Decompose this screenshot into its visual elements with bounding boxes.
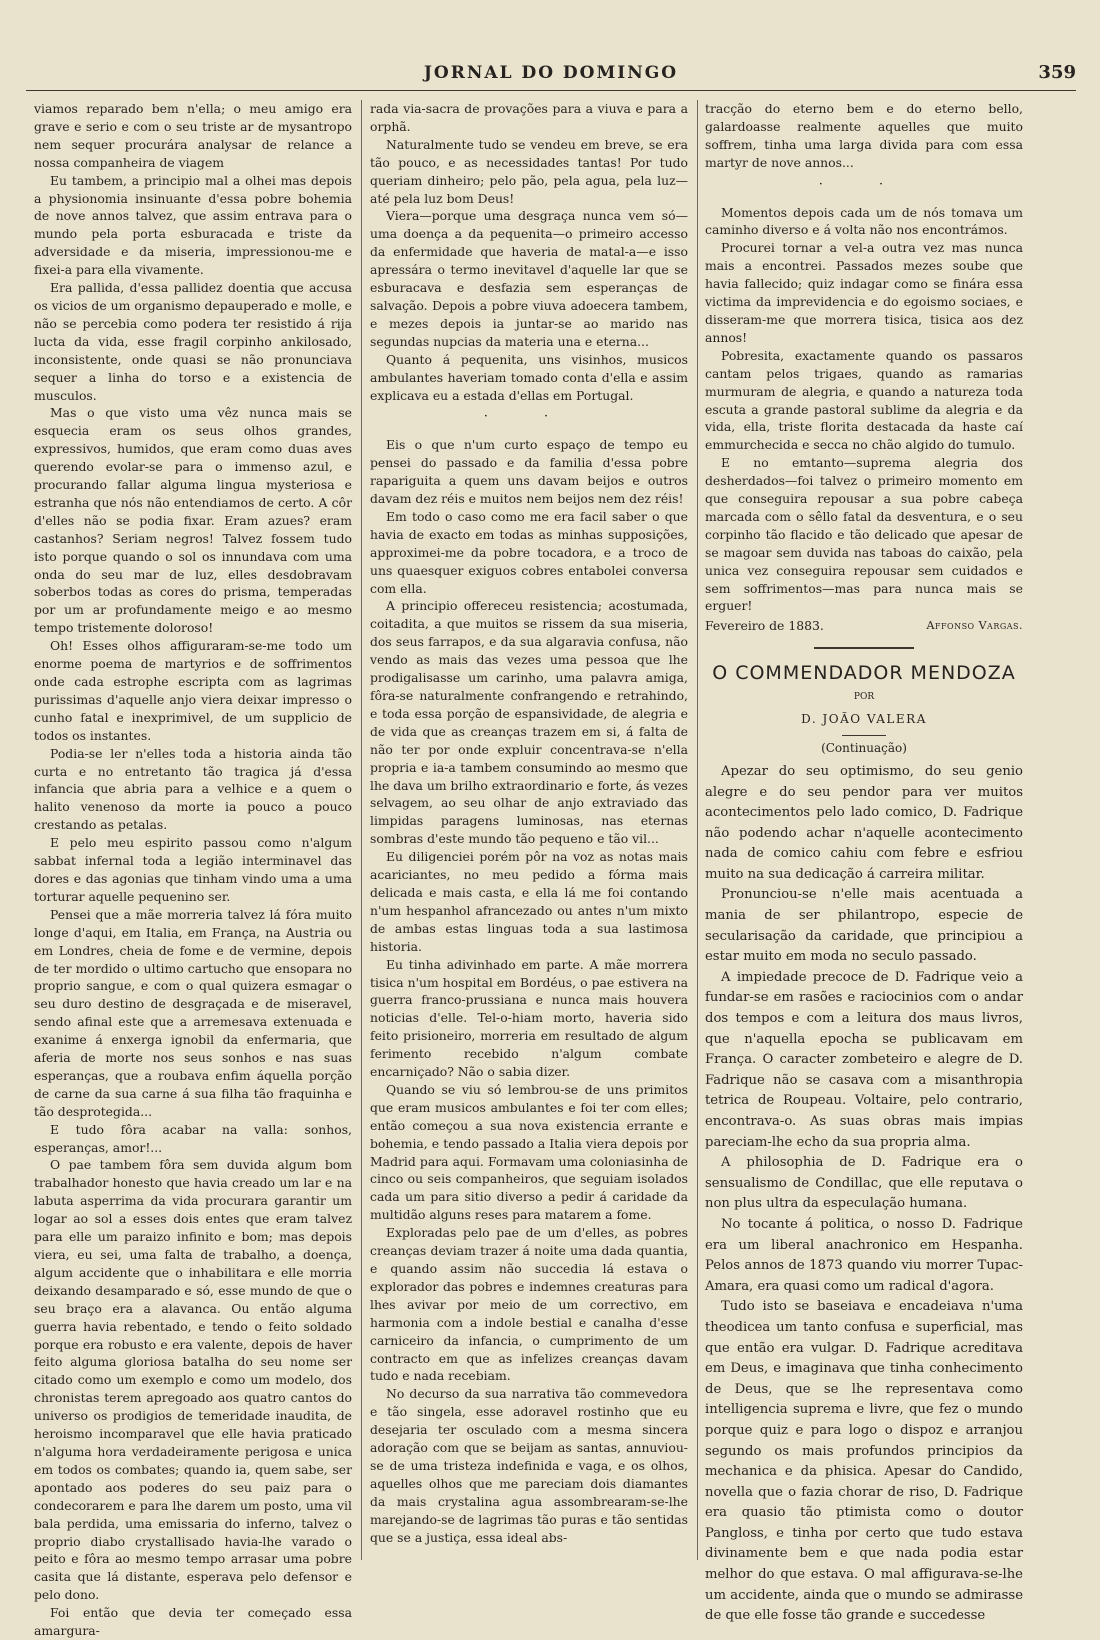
article-separator (814, 647, 914, 649)
paragraph: A principio offereceu resistencia; acostumada, coitadita, a que muitos se rissem da sua miseria, dos seus farrapos, e da sua algaravia confusa, não vendo as mais das vezes uma pessoa que lhe prodigalisasse um carinho, uma palavra amiga, fôra-se naturalmente confrangendo e retrahindo, e toda essa porção de espansividade, de alegria e de vida que as creanças trazem em si, á falta de não ter por onde expluir concentrava-se n'ella propria e ia-a tambem consumindo ao mesmo que lhe dava um brilho extraordinario e forte, ás vezes selvagem, ao seu olhar de anjo extraviado das limpidas paragens luminosas, nas eternas sombras d'este mundo tão pequeno e tão vil... (370, 598, 688, 847)
paragraph: tracção do eterno bem e do eterno bello, galardoasse realmente aquelles que muito soffrem, tinha uma larga divida para com essa martyr de nove annos... (705, 101, 1023, 170)
paragraph: Quando se viu só lembrou-se de uns primitos que eram musicos ambulantes e foi ter com elles; então começou a sua nova existencia errante e bohemia, e tendo passado a Italia viera depois por Madrid para aqui. Formavam uma coloniasinha de cinco ou seis companheiros, que seguiam isolados cada um para sitio diverso a pedir á caridade da multidão alguns reses para matarem a fome. (370, 1081, 688, 1223)
signature-date: Fevereiro de 1883. (705, 618, 824, 634)
paragraph: O pae tambem fôra sem duvida algum bom trabalhador honesto que havia creado um lar e na labuta asperrima da vida procurara garantir um logar ao sol a esses dois entes que eram talvez para elle um paraizo infinito e bom; mas depois viera, eu sei, uma falta de trabalho, a doença, algum accidente que o inhabilitara e elle morria deixando desamparado e só, esse mundo de que o seu braço era a alavanca. Ou então alguma guerra havia rebentado, e tendo o feito soldado porque era robusto e era valente, depois de haver feito alguma gloriosa batalha do seu nome ser citado como um exemplo e como um modelo, dos chronistas terem apregoado aos quatro cantos do universo os prodigios de temeridade inaudita, de heroismo incomparavel que elle havia praticado n'alguma hora verdadeiramente perigosa e unica em todos os combates; quando ia, quem sabe, ser apontado aos poderes do seu paiz para o condecorarem e para lhe darem um posto, uma vil bala perdida, uma emissaria do inferno, talvez o proprio diabo crystallisado havia-lhe varado o peito e fôra ao mesmo tempo arrasar uma pobre casita que lá distante, esperava pelo defensor e pelo dono. (34, 1157, 352, 1603)
column-2 (370, 100, 688, 1565)
paragraph: Oh! Esses olhos affiguraram-se-me todo um enorme poema de martyrios e de soffrimentos onde cada estrophe escripta com as lagrimas purissimas d'aquelle anjo viera deixar impresso o cunho fatal e inexprimivel, de um supplicio de todos os instantes. (34, 638, 352, 743)
paragraph: Eis o que n'um curto espaço de tempo eu pensei do passado e da familia d'essa pobre rapariguita a quem uns davam beijos e outros davam dez réis e muitos nem beijos nem dez réis! (370, 437, 688, 507)
signature-line (705, 617, 1023, 635)
paragraph: Eu diligenciei porém pôr na voz as notas mais acariciantes, no meu pedido a fórma mais delicada e mais casta, e ella lá me foi contando n'um hespanhol afrancezado ou antes n'um mixto de ambas estas linguas toda a sua lastimosa historia. (370, 849, 688, 954)
paragraph: Foi então que devia ter começado essa amargura- (34, 1605, 352, 1639)
article-title: O COMMENDADOR MENDOZA (712, 662, 1016, 685)
journal-title: JORNAL DO DOMINGO (423, 63, 679, 83)
section-break: · · (818, 176, 910, 192)
paragraph: Eu tambem, a principio mal a olhei mas depois a physionomia insinuante d'essa pobre bohemia de nove annos talvez, que assim entrava para o mundo pela porta esburacada e triste da adversidade e da miseria, impressionou-me e fixei-a para ella vivamente. (34, 172, 352, 278)
paragraph: No decurso da sua narrativa tão commevedora e tão singela, esse adoravel rostinho que eu desejaria ter osculado com a mesma sincera adoração com que se beijam as santas, annuviou-se de uma tristeza indefinida e vaga, e os olhos, aquelles olhos que me pareciam dois diamantes da mais crystalina agua assombrearam-se-lhe marejando-se de lagrimas tão puras e tão sentidas que se a justiça, essa ideal abs- (370, 1386, 688, 1545)
paragraph: Tudo isto se baseiava e encadeiava n'uma theodicea um tanto confusa e superficial, mas que então era vulgar. D. Fadrique acreditava em Deus, e imaginava que tinha conhecimento de Deus, que se lhe representava como intelligencia suprema e livre, que fez o mundo porque quiz e para logo o dispoz e arranjou segundo os mais profundos principios da mechanica e da phisica. Apesar do Candido, novella que o fazia chorar de riso, D. Fadrique era quasio tão ptimista como o doutor Pangloss, e tinha por certo que tudo estava divinamente bem e que nada podia estar melhor do que estava. O mal affigurava-se-lhe um accidente, ainda que o mundo se admirasse de que elle fosse tão grande e succedesse (705, 1299, 1023, 1624)
paragraph: A philosophia de D. Fadrique era o sensualismo de Condillac, que elle reputava o non plus ultra da especulação humana. (705, 1155, 1023, 1212)
column-3 (705, 100, 1023, 1624)
byline-rule (842, 735, 886, 736)
page-number: 359 (1038, 62, 1076, 83)
paragraph: E tudo fôra acabar na valla: sonhos, esperanças, amor!... (34, 1121, 352, 1155)
paragraph: E no emtanto—suprema alegria dos desherdados—foi talvez o primeiro momento em que conseguira repousar a sua pobre cabeça marcada com o sêllo fatal da desventura, e o seu corpinho tão flacido e tão delicado que apesar de se magoar sem duvida nas taboas do caixão, pela unica vez conseguira repousar sem cuidados e sem soffrimentos—mas para nunca mais se erguer! (705, 455, 1023, 614)
paragraph: rada via-sacra de provações para a viuva e para a orphã. (370, 101, 688, 134)
article-author: D. JOÃO VALERA (801, 712, 927, 727)
paragraph: No tocante á politica, o nosso D. Fadrique era um liberal anachronico em Hespanha. Pelos annos de 1873 quando viu morrer Tupac-Amara, era quasi como um radical d'agora. (705, 1216, 1023, 1294)
paragraph: Podia-se ler n'elles toda a historia ainda tão curta e no entretanto tão tragica já d'essa infancia que abria para a velhice e a quem o halito venenoso da morte ia pouco a pouco crestando as petalas. (34, 745, 352, 833)
paragraph: Quanto á pequenita, uns visinhos, musicos ambulantes haveriam tomado conta d'ella e assim explicava eu a estada d'ellas em Portugal. (370, 351, 688, 403)
paragraph: Naturalmente tudo se vendeu em breve, se era tão pouco, e as necessidades tantas! Por tudo queriam dinheiro; pelo pão, pela agua, pela luz—até pela luz bom Deus! (370, 136, 688, 206)
paragraph: viamos reparado bem n'ella; o meu amigo era grave e serio e com o seu triste ar de mysantropo nem sequer procurára analysar de relance a nossa companheira de viagem (34, 101, 352, 170)
paragraph: Mas o que visto uma vêz nunca mais se esquecia eram os seus olhos grandes, expressivos, humidos, que eram como duas aves querendo evolar-se para o immenso azul, e procurando fallar alguma lingua mysteriosa e estranha que nós não entendiamos de certo. A côr d'elles não se podia fixar. Eram azues? eram castanhos? Seriam negros! Talvez fossem tudo isto porque quando o sol os innundava com uma onda do seu mar de luz, elles desdobravam soberbos todas as cores do prisma, temperadas por um ar profundamente meigo e ao mesmo tempo tristemente doloroso! (34, 405, 352, 636)
paragraph: Momentos depois cada um de nós tomava um caminho diverso e á volta não nos encontrámos. (705, 204, 1023, 238)
section-break: · · (483, 409, 575, 425)
paragraph: E pelo meu espirito passou como n'algum sabbat infernal toda a legião interminavel das dores e das agonias que tinham vindo uma a uma torturar aquelle pequenino ser. (34, 835, 352, 904)
paragraph: Viera—porque uma desgraça nunca vem só—uma doença a da pequenita—o primeiro accesso da enfermidade que haveria de matal-a—e isso apressára o termo inevitavel d'aquelle lar que se esburacava e desfazia sem esperanças de salvação. Depois a pobre viuva adoecera tambem, e mezes depois ia juntar-se ao marido nas segundas nupcias da materia una e eterna... (370, 208, 688, 349)
paragraph: Procurei tornar a vel-a outra vez mas nunca mais a encontrei. Passados mezes soube que havia fallecido; quiz indagar como se finára essa victima da imprevidencia e do egoismo sociaes, e disseram-me que morrera tisica, tisica aos dez annos! (705, 240, 1023, 345)
paragraph: Era pallida, d'essa pallidez doentia que accusa os vicios de um organismo depauperado e molle, e não se percebia como podera ter resistido á rija lucta da vida, esse fragil corpinho ankilosado, inconsistente, onde quasi se não pronunciava sequer a linha do torso e a existencia de musculos. (34, 280, 352, 403)
article-body (705, 762, 1023, 1627)
article-por: POR (853, 692, 875, 703)
column-divider (361, 100, 362, 1560)
paragraph: Exploradas pelo pae de um d'elles, as pobres creanças deviam trazer á noite uma dada quantia, e quando assim não succedia lá estava o explorador das pobres e indemnes creaturas para lhes avivar por meio de um correctivo, em harmonia com a indole bestial e canalha d'esse carniceiro da infancia, o cumprimento de um contracto em que as infelizes creanças davam tudo e nada recebiam. (370, 1225, 688, 1384)
column-divider (697, 100, 698, 1560)
paragraph: Apezar do seu optimismo, do seu genio alegre e do seu pendor para ver muitos acontecimentos pelo lado comico, D. Fadrique não podendo achar n'aquelle acontecimento nada de comico cahiu com febre e esfriou muito na sua dedicação á carreira militar. (705, 763, 1023, 882)
paragraph: Pobresita, exactamente quando os passaros cantam pelos trigaes, quando as ramarias murmuram de alegria, e quando a natureza toda escuta a grande pastoral sublime da alegria e da vida, ella, triste florita destacada da haste caí emmurchecida e secca no chão algido do tumulo. (705, 347, 1023, 453)
masthead (26, 60, 1076, 91)
signature-author: Affonso Vargas. (926, 619, 1023, 633)
paragraph: Pronunciou-se n'elle mais acentuada a mania de ser philantropo, especie de secularisação da caridade, que principiou a estar muito em moda no seculo passado. (705, 887, 1023, 965)
paragraph: A impiedade precoce de D. Fadrique veio a fundar-se em rasões e raciocinios com o andar dos tempos e com a leitura dos maus livros, que n'aquella epocha se publicavam em França. O caracter zombeteiro e alegre de D. Fadrique não se casava com a misanthropia tetrica de Roupeau. Voltaire, pelo contrario, encontrava-o. As suas obras mais impias pareciam-lhe echo da sua propria alma. (705, 969, 1023, 1150)
column-1 (34, 100, 352, 1639)
paragraph: Em todo o caso como me era facil saber o que havia de exacto em todas as minhas supposições, approximei-me da pobre tocadora, e a troco de uns quaesquer exiguos cobres entabolei conversa com ella. (370, 508, 688, 596)
paragraph: Pensei que a mãe morreria talvez lá fóra muito longe d'aqui, em Italia, em França, na Austria ou em Londres, cheia de fome e de vermine, depois de ter mordido o ultimo cartucho que ensopara no proprio sangue, e com o qual quizera esmagar o seu duro destino de desgraçada e de miseravel, sendo afinal este que a arremesava extenuada e exanime á enxerga ignobil da enfermaria, que aferia de morte nos seus sonhos e nas suas esperanças, que a roubava enfim áquella porção de carne da sua carne á sua filha tão fraquinha e tão desprotegida... (34, 906, 352, 1119)
continuation-label: (Continuação) (821, 741, 907, 755)
paragraph: Eu tinha adivinhado em parte. A mãe morrera tisica n'um hospital em Bordéus, o pae estivera na guerra franco-prussiana e nunca mais houvera noticias d'elle. Tel-o-hiam morto, haveria sido feito prisioneiro, morreria em resultado de algum ferimento recebido n'algum combate encarniçado? Não o sabia dizer. (370, 956, 688, 1080)
